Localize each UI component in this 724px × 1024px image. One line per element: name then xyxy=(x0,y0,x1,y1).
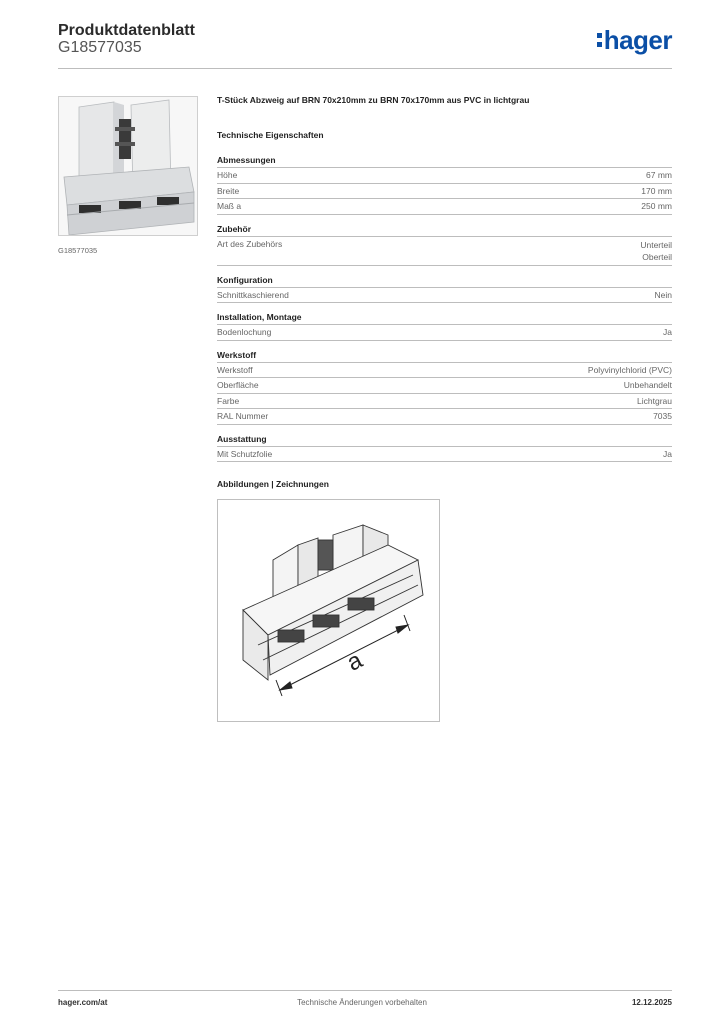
spec-row xyxy=(217,394,672,410)
tech-properties-heading: Technische Eigenschaften xyxy=(217,130,324,140)
spec-value xyxy=(640,239,672,263)
logo-wordmark: hager xyxy=(603,25,672,55)
footer-website-link[interactable]: hager.com/at xyxy=(58,998,108,1007)
spec-row xyxy=(217,288,672,304)
spec-section-dimensions xyxy=(217,155,672,215)
dimension-label-a: a xyxy=(342,646,367,677)
spec-value: 170 mm xyxy=(641,185,672,196)
spec-value: Nein xyxy=(654,289,672,300)
spec-value: Unbehandelt xyxy=(623,380,672,390)
technical-drawing xyxy=(217,499,440,722)
technical-drawing-illustration xyxy=(218,500,439,721)
spec-row xyxy=(217,237,672,266)
spec-value: Ja xyxy=(663,448,672,459)
spec-label: Bodenlochung xyxy=(217,327,272,337)
spec-row xyxy=(217,325,672,341)
spec-row xyxy=(217,409,672,425)
logo-colon-icon xyxy=(597,33,602,47)
section-title: Installation, Montage xyxy=(217,312,672,325)
header-divider xyxy=(58,68,672,69)
spec-row xyxy=(217,447,672,463)
product-photo-illustration xyxy=(59,97,198,236)
spec-value: 250 mm xyxy=(641,201,672,211)
spec-label: Schnittkaschierend xyxy=(217,289,289,300)
spec-section-material xyxy=(217,350,672,425)
page-title: Produktdatenblatt xyxy=(58,22,195,39)
spec-value: 67 mm xyxy=(646,170,672,180)
spec-content xyxy=(217,95,672,471)
spec-label: Art des Zubehörs xyxy=(217,238,283,249)
product-photo xyxy=(58,96,198,236)
footer-date: 12.12.2025 xyxy=(631,998,672,1007)
spec-row xyxy=(217,378,672,394)
spec-section-equipment xyxy=(217,434,672,463)
spec-section-accessories xyxy=(217,224,672,266)
spec-label: Farbe xyxy=(217,395,240,406)
section-title: Ausstattung xyxy=(217,434,672,447)
spec-section-configuration xyxy=(217,275,672,304)
spec-section-installation xyxy=(217,312,672,341)
section-title: Zubehör xyxy=(217,224,672,237)
spec-value: 7035 xyxy=(653,411,672,421)
spec-label: Oberfläche xyxy=(217,380,259,390)
spec-label: Höhe xyxy=(217,170,238,180)
photo-caption: G18577035 xyxy=(58,246,98,255)
product-description: T-Stück Abzweig auf BRN 70x210mm zu BRN 70x170mm aus PVC in lichtgrau xyxy=(217,95,530,105)
product-code: G18577035 xyxy=(58,39,142,56)
spec-label: Werkstoff xyxy=(217,364,253,375)
spec-value: Polyvinylchlorid (PVC) xyxy=(587,364,672,375)
footer-notice: Technische Änderungen vorbehalten xyxy=(297,998,427,1007)
section-title: Werkstoff xyxy=(217,350,672,363)
spec-row xyxy=(217,363,672,379)
spec-label: Breite xyxy=(217,185,240,196)
spec-label: Maß a xyxy=(217,201,242,211)
spec-label: RAL Nummer xyxy=(217,411,269,421)
hager-logo xyxy=(597,27,672,53)
spec-value: Lichtgrau xyxy=(637,395,672,406)
spec-value-line: Unterteil xyxy=(640,239,672,250)
drawings-heading: Abbildungen | Zeichnungen xyxy=(217,479,329,489)
spec-row xyxy=(217,199,672,215)
spec-value: Ja xyxy=(663,327,672,337)
spec-row xyxy=(217,168,672,184)
section-title: Abmessungen xyxy=(217,155,672,168)
spec-label: Mit Schutzfolie xyxy=(217,448,273,459)
footer-divider xyxy=(58,990,672,991)
spec-value-line: Oberteil xyxy=(642,251,672,262)
section-title: Konfiguration xyxy=(217,275,672,288)
spec-row xyxy=(217,184,672,200)
